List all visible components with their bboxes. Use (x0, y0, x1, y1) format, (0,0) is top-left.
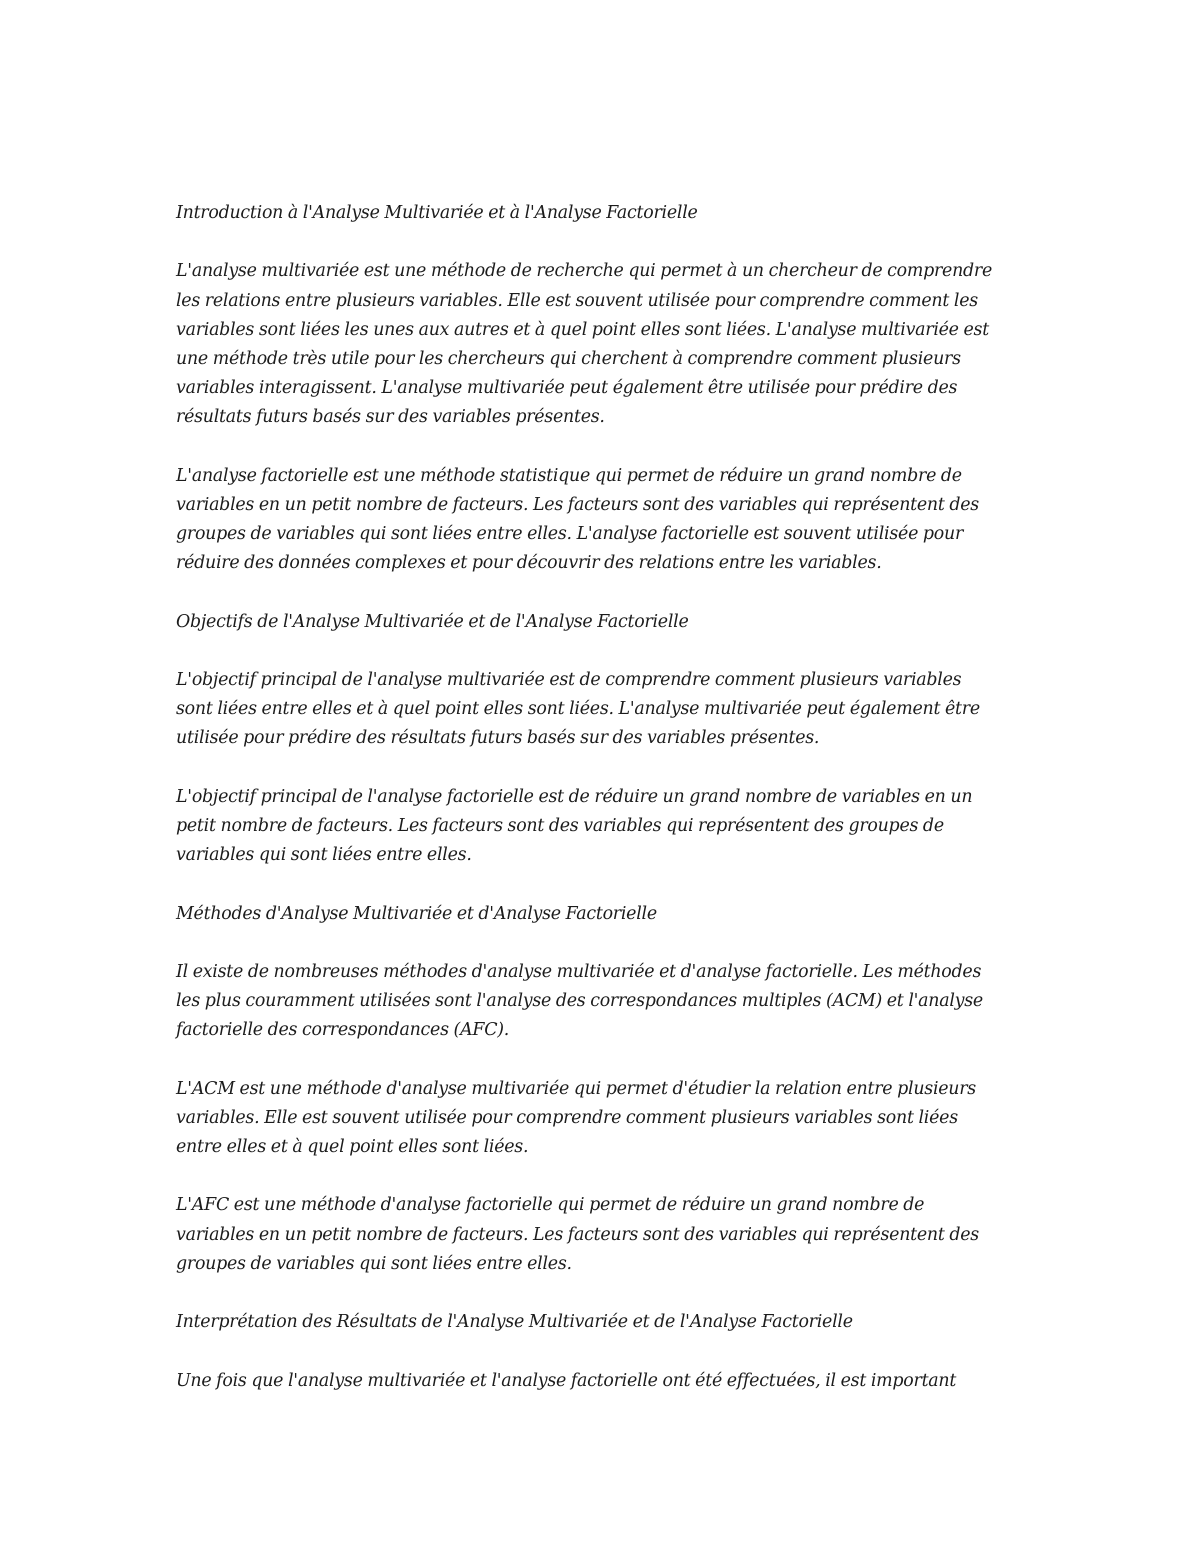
text-line: utilisée pour prédire des résultats futurs basés sur des variables présentes. (176, 728, 820, 749)
text-line: L'analyse factorielle est une méthode statistique qui permet de réduire un grand nombre de (176, 465, 962, 486)
text-line: réduire des données complexes et pour découvrir des relations entre les variables. (176, 553, 882, 574)
text-line: les plus couramment utilisées sont l'analyse des correspondances multiples (ACM) et l'analyse (176, 991, 983, 1012)
text-line: sont liées entre elles et à quel point elles sont liées. L'analyse multivariée peut également être (176, 699, 980, 720)
paragraph-spacer (176, 228, 1036, 257)
text-line: une méthode très utile pour les chercheurs qui cherchent à comprendre comment plusieurs (176, 348, 961, 369)
text-line: variables interagissent. L'analyse multivariée peut également être utilisée pour prédire des (176, 378, 958, 399)
document-body (176, 199, 1036, 1396)
section-heading (176, 608, 1036, 637)
paragraph-spacer (176, 870, 1036, 899)
text-line: variables. Elle est souvent utilisée pour comprendre comment plusieurs variables sont liées (176, 1107, 958, 1128)
text-line: variables qui sont liées entre elles. (176, 845, 472, 866)
text-line: L'ACM est une méthode d'analyse multivariée qui permet d'étudier la relation entre plusieurs (176, 1078, 976, 1099)
paragraph (176, 1367, 1036, 1396)
text-line: résultats futurs basés sur des variables présentes. (176, 407, 605, 428)
paragraph-spacer (176, 1279, 1036, 1308)
paragraph (176, 462, 1036, 579)
paragraph-spacer (176, 754, 1036, 783)
paragraph (176, 1191, 1036, 1279)
text-line: L'AFC est une méthode d'analyse factorielle qui permet de réduire un grand nombre de (176, 1195, 925, 1216)
paragraph (176, 666, 1036, 754)
text-line: variables en un petit nombre de facteurs. Les facteurs sont des variables qui représentent des (176, 1224, 979, 1245)
section-heading (176, 1308, 1036, 1337)
paragraph (176, 257, 1036, 432)
text-line: L'objectif principal de l'analyse multivariée est de comprendre comment plusieurs variables (176, 670, 962, 690)
text-line: L'analyse multivariée est une méthode de recherche qui permet à un chercheur de comprendre (176, 261, 993, 282)
text-line: variables en un petit nombre de facteurs. Les facteurs sont des variables qui représentent des (176, 494, 979, 515)
section-heading (176, 900, 1036, 929)
paragraph-spacer (176, 929, 1036, 958)
text-line: variables sont liées les unes aux autres et à quel point elles sont liées. L'analyse multivariée est (176, 319, 989, 340)
text-line: Une fois que l'analyse multivariée et l'analyse factorielle ont été effectuées, il est important (176, 1370, 957, 1391)
section-heading (176, 199, 1036, 228)
text-line: entre elles et à quel point elles sont liées. (176, 1137, 529, 1157)
text-line: Interprétation des Résultats de l'Analyse Multivariée et de l'Analyse Factorielle (176, 1312, 853, 1333)
text-line: factorielle des correspondances (AFC). (176, 1020, 510, 1041)
text-line: groupes de variables qui sont liées entre elles. (176, 1253, 572, 1274)
paragraph-spacer (176, 578, 1036, 607)
text-line: Objectifs de l'Analyse Multivariée et de l'Analyse Factorielle (176, 611, 689, 632)
text-line: les relations entre plusieurs variables. Elle est souvent utilisée pour comprendre comment les (176, 290, 978, 311)
text-line: petit nombre de facteurs. Les facteurs sont des variables qui représentent des groupes de (176, 815, 944, 836)
paragraph-spacer (176, 433, 1036, 462)
paragraph (176, 1075, 1036, 1163)
text-line: Introduction à l'Analyse Multivariée et à l'Analyse Factorielle (176, 203, 698, 223)
text-line: groupes de variables qui sont liées entre elles. L'analyse factorielle est souvent utilisée pour (176, 524, 964, 545)
text-line: Il existe de nombreuses méthodes d'analyse multivariée et d'analyse factorielle. Les méthodes (176, 961, 982, 982)
paragraph-spacer (176, 1337, 1036, 1366)
text-line: L'objectif principal de l'analyse factorielle est de réduire un grand nombre de variables en un (176, 786, 973, 807)
paragraph-spacer (176, 1045, 1036, 1074)
paragraph (176, 958, 1036, 1046)
text-line: Méthodes d'Analyse Multivariée et d'Analyse Factorielle (176, 903, 657, 924)
paragraph-spacer (176, 637, 1036, 666)
paragraph (176, 783, 1036, 871)
paragraph-spacer (176, 1162, 1036, 1191)
